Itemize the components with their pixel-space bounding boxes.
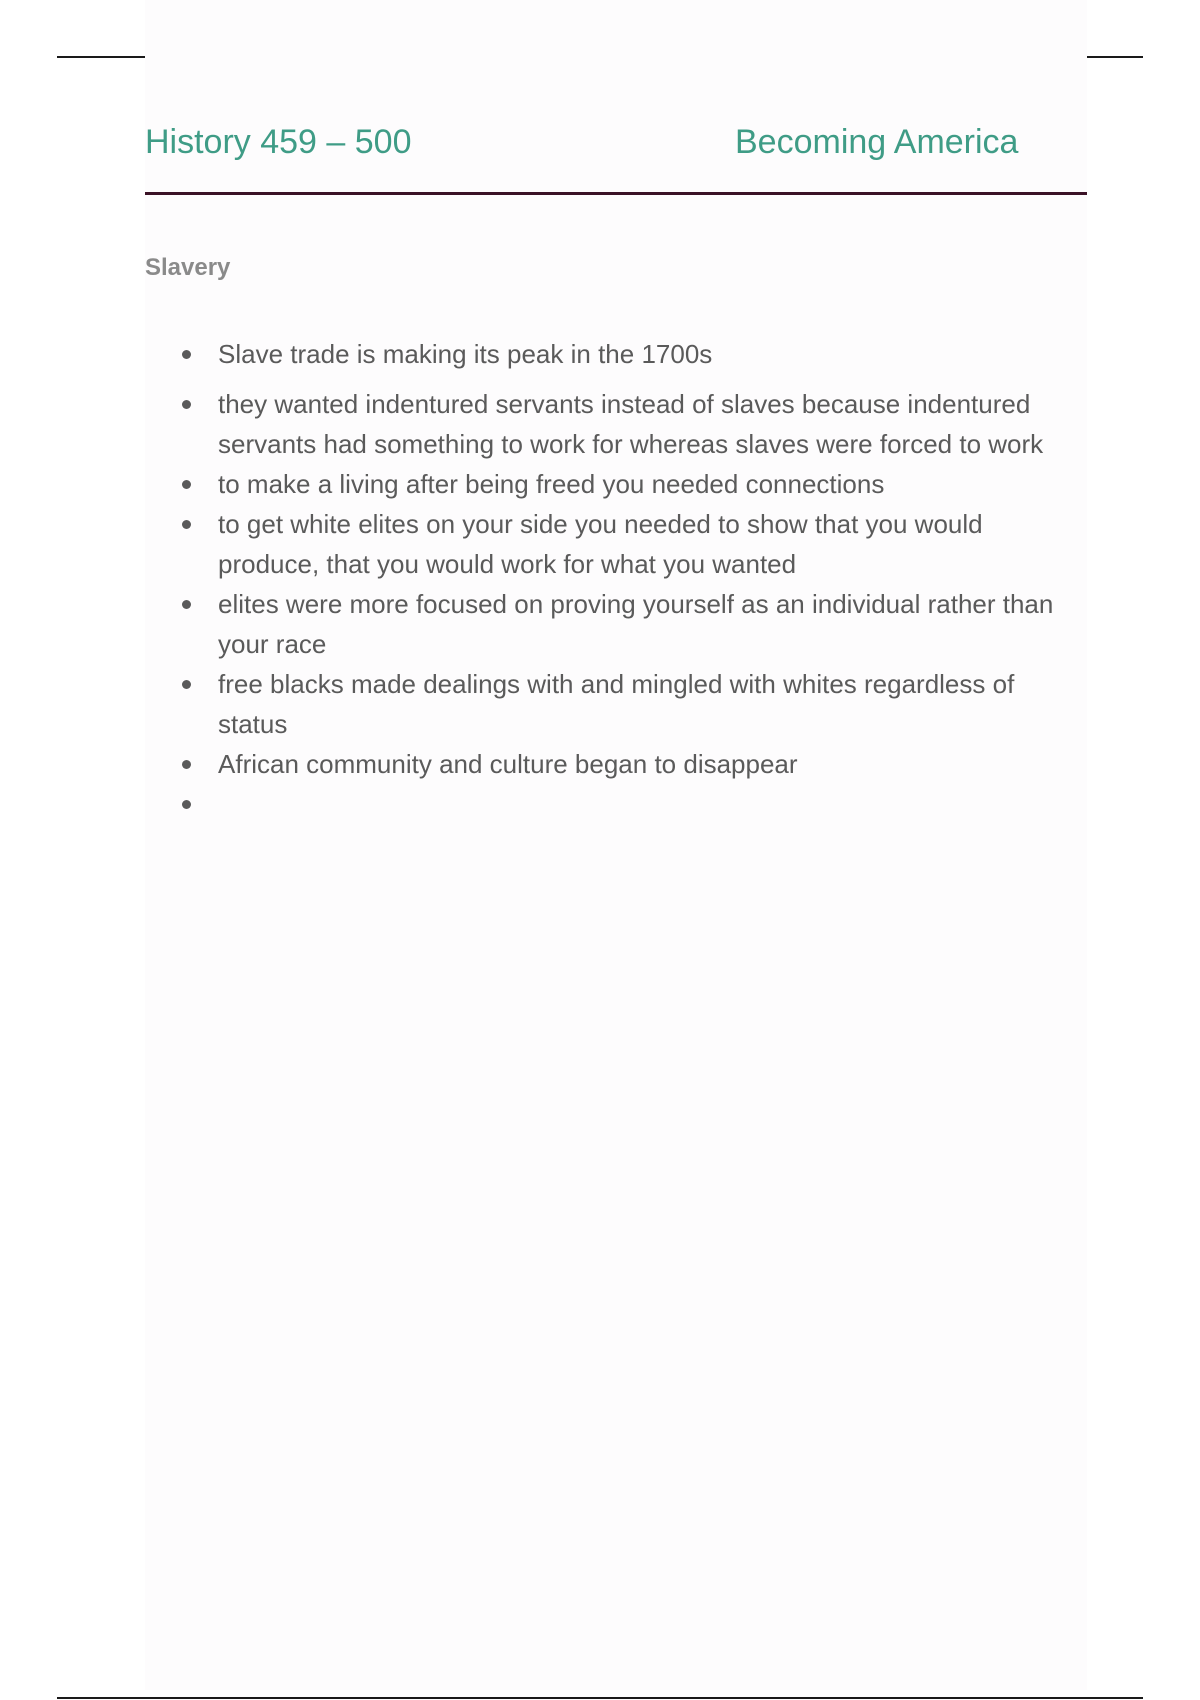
section-heading: Slavery <box>145 254 231 281</box>
document-page <box>145 0 1087 1690</box>
list-item-text: they wanted indentured servants instead of slaves because indentured servants had something to work for whereas slaves were forced to work <box>218 389 1044 459</box>
header-divider <box>145 192 1087 195</box>
bullet-icon <box>182 350 191 359</box>
list-item-text: to make a living after being freed you needed connections <box>218 469 885 499</box>
bullet-icon <box>182 760 191 769</box>
list-item-empty <box>145 784 1087 824</box>
list-item <box>145 584 1087 664</box>
bullet-icon <box>182 400 191 409</box>
list-item-text: elites were more focused on proving yourself as an individual rather than your race <box>218 589 1054 659</box>
list-item <box>145 384 1087 464</box>
list-item-text <box>218 784 1087 824</box>
notes-list <box>145 334 1087 824</box>
list-item-text: African community and culture began to disappear <box>218 749 798 779</box>
bullet-icon <box>182 600 191 609</box>
page-bottom-rule <box>57 1697 1143 1699</box>
course-number: History 459 – 500 <box>145 123 412 161</box>
document-header <box>145 118 1087 166</box>
list-item-text: Slave trade is making its peak in the 1700s <box>218 339 713 369</box>
list-item <box>145 744 1087 784</box>
list-item <box>145 334 1087 374</box>
bullet-icon <box>182 480 191 489</box>
bullet-icon <box>182 680 191 689</box>
list-item-text: to get white elites on your side you needed to show that you would produce, that you would work for what you wanted <box>218 509 983 579</box>
list-item <box>145 664 1087 744</box>
list-item-text: free blacks made dealings with and mingled with whites regardless of status <box>218 669 1015 739</box>
course-title: Becoming America <box>735 123 1019 161</box>
bullet-icon <box>182 520 191 529</box>
list-item <box>145 504 1087 584</box>
list-item <box>145 464 1087 504</box>
bullet-icon <box>182 800 191 809</box>
